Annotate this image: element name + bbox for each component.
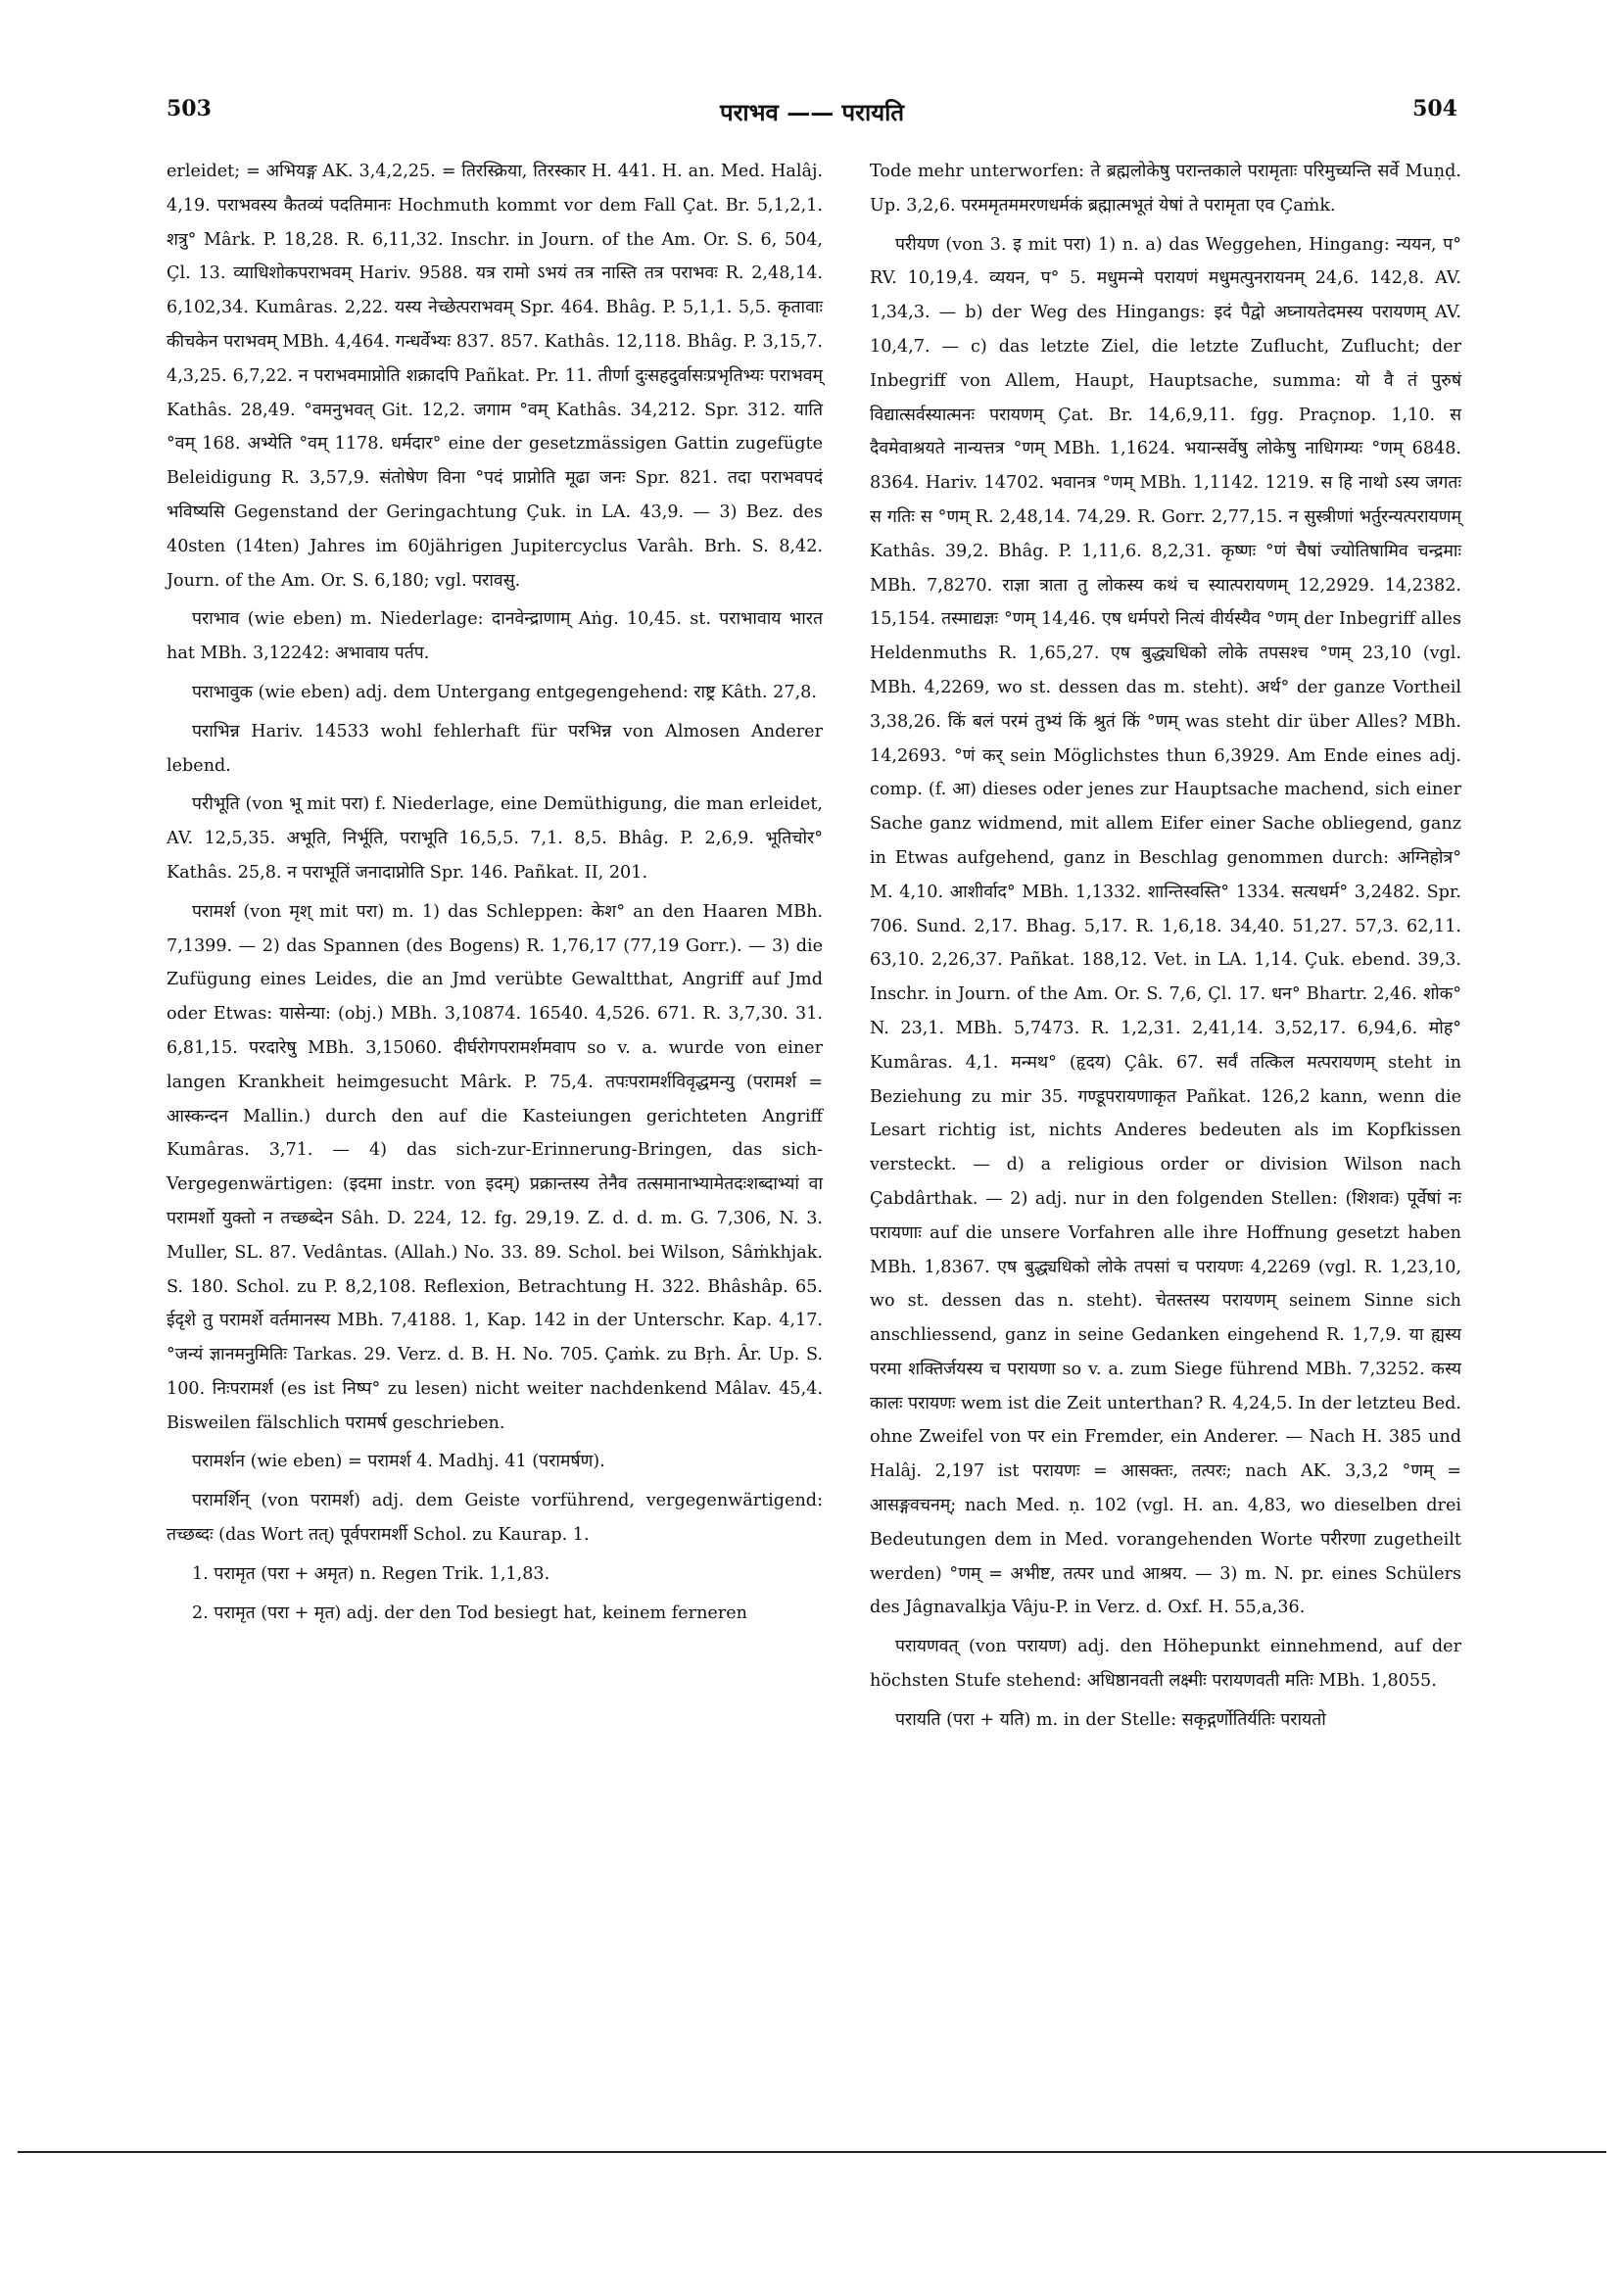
page-number-left: 503	[167, 96, 212, 121]
entry-paragraph: 1. परामृत (परा + अमृत) n. Regen Trik. 1,1,83.	[192, 1563, 550, 1584]
entry-paragraph: 2. परामृत (परा + मृत) adj. der den Tod besiegt hat, keinem ferneren	[192, 1602, 747, 1623]
entry-paragraph: पराभाव (wie eben) m. Niederlage: दानवेन्द्राणाम् Aṅg. 10,45. st. पराभावाय भारत hat MBh. 3,12242: अभावाय पर्तप.	[167, 609, 823, 664]
entry-paragraph: पराभिन्न Hariv. 14533 wohl fehlerhaft für परभिन्न von Almosen Anderer lebend.	[167, 721, 823, 776]
entry-paragraph: erleidet; = अभियङ्ग AK. 3,4,2,25. = तिरस्क्रिया, तिरस्कार H. 441. H. an. Med. Halâj. 4,19. पराभवस्य कैतव्यं पदतिमानः Hochmuth kommt vor dem Fall Çat. Br. 5,1,2,1. शत्रु° Mârk. P. 18,28. R. 6,11,32. Inschr. in Journ. of the Am. Or. S. 6, 504, Çl. 13. व्याधिशोकपराभवम् Hariv. 9588. यत्र रामो ऽभयं तत्र नास्ति तत्र पराभवः R. 2,48,14. 6,102,34. Kumâras. 2,22. यस्य नेच्छेत्पराभवम् Spr. 464. Bhâg. P. 5,1,1. 5,5. कृतावाः कीचकेन पराभवम् MBh. 4,464. गन्धर्वेभ्यः 837. 857. Kathâs. 12,118. Bhâg. P. 3,15,7. 4,3,25. 6,7,22. न पराभवमाप्नोति शक्रादपि Pañkat. Pr. 11. तीर्णा दुःसहदुर्वासःप्रभृतिभ्यः पराभवम् Kathâs. 28,49. °वमनुभवत् Git. 12,2. जगाम °वम् Kathâs. 34,212. Spr. 312. याति °वम् 168. अभ्येति °वम् 1178. धर्मदार° eine der gesetzmässigen Gattin zugefügte Beleidigung R. 3,57,9. संतोषेण विना °पदं प्राप्नोति मूढा जनः Spr. 821. तदा पराभवपदं भविष्यसि Gegenstand der Geringachtung Çuk. in LA. 43,9. — 3) Bez. des 40sten (14ten) Jahres im 60jährigen Jupitercyclus Varâh. Brh. S. 8,42. Journ. of the Am. Or. S. 6,180; vgl. परावसु.	[167, 162, 823, 591]
entry-paragraph: परामर्शिन् (von परामर्श) adj. dem Geiste vorführend, vergegenwärtigend: तच्छब्दः (das Wort तत्) पूर्वपरामर्शी Schol. zu Kaurap. 1.	[167, 1491, 823, 1546]
entry-paragraph: परायणवत् (von परायण) adj. den Höhepunkt einnehmend, auf der höchsten Stufe stehend: अधिष्ठानवती लक्ष्मीः परायणवती मतिः MBh. 1,8055.	[870, 1637, 1461, 1692]
entry-paragraph: पराभावुक (wie eben) adj. dem Untergang entgegengehend: राष्ट्र Kâth. 27,8.	[192, 682, 817, 702]
entry-paragraph: परायति (परा + यति) m. in der Stelle: सकृद्गर्णोतिर्यतिः परायतो	[895, 1709, 1326, 1730]
entry-paragraph: परामर्श (von मृश् mit परा) m. 1) das Schleppen: केश° an den Haaren MBh. 7,1399. — 2) das Spannen (des Bogens) R. 1,76,17 (77,19 Gorr.). — 3) die Zufügung eines Leides, die an Jmd verübte Gewaltthat, Angriff auf Jmd oder Etwas: यासेन्या: (obj.) MBh. 3,10874. 16540. 4,526. 671. R. 3,7,30. 31. 6,81,15. परदारेषु MBh. 3,15060. दीर्घरोगपरामर्शमवाप so v. a. wurde von einer langen Krankheit heimgesucht Mârk. P. 75,4. तपःपरामर्शविवृद्धमन्यु (परामर्श = आस्कन्दन Mallin.) durch den auf die Kasteiungen gerichteten Angriff Kumâras. 3,71. — 4) das sich-zur-Erinnerung-Bringen, das sich-Vergegenwärtigen: (इदमा instr. von इदम्) प्रक्रान्तस्य तेनैव तत्समानाभ्यामेतदःशब्दाभ्यां वा परामर्शो युक्तो न तच्छब्देन Sâh. D. 224, 12. fg. 29,19. Z. d. d. m. G. 7,306, N. 3. Muller, SL. 87. Vedântas. (Allah.) No. 33. 89. Schol. bei Wilson, Sâṁkhjak. S. 180. Schol. zu P. 8,2,108. Reflexion, Betrachtung H. 322. Bhâshâp. 65. ईदृशे तु परामर्शे वर्तमानस्य MBh. 7,4188. 1, Kap. 142 in der Unterschr. Kap. 4,17. °जन्यं ज्ञानमनुमितिः Tarkas. 29. Verz. d. B. H. No. 705. Çaṁk. zu Bṛh. Âr. Up. S. 100. निःपरामर्श (es ist निष्प° zu lesen) nicht weiter nachdenkend Mâlav. 45,4. Bisweilen fälschlich परामर्ष geschrieben.	[167, 901, 823, 1433]
entry-paragraph: परीयण (von 3. इ mit परा) 1) n. a) das Weggehen, Hingang: न्ययन, प° RV. 10,19,4. व्ययन, प° 5. मधुमन्मे परायणं मधुमत्पुनरायनम् 24,6. 142,8. AV. 1,34,3. — b) der Weg des Hingangs: इदं पैद्वो अघ्नायतेदमस्य परायणम् AV. 10,4,7. — c) das letzte Ziel, die letzte Zuflucht, Zuflucht; der Inbegriff von Allem, Haupt, Hauptsache, summa: यो वै तं पुरुषं विद्यात्सर्वस्यात्मनः परायणम् Çat. Br. 14,6,9,11. fgg. Praçnop. 1,10. स दैवमेवाश्रयते नान्यत्तत्र °णम् MBh. 1,1624. भयान्सर्वेषु लोकेषु नाधिगम्यः °णम् 6848. 8364. Hariv. 14702. भवानत्र °णम् MBh. 1,1142. 1219. स हि नाथो ऽस्य जगतः स गतिः स °णम् R. 2,48,14. 74,29. R. Gorr. 2,77,15. न सुस्त्रीणां भर्तुरन्यत्परायणम् Kathâs. 39,2. Bhâg. P. 1,11,6. 8,2,31. कृष्णः °णं चैषां ज्योतिषामिव चन्द्रमाः MBh. 7,8270. राज्ञा त्राता तु लोकस्य कथं च स्यात्परायणम् 12,2929. 14,2382. 15,154. तस्माद्यज्ञः °णम् 14,46. एष धर्मपरो नित्यं वीर्यस्यैव °णम् der Inbegriff alles Heldenmuths R. 1,65,27. एष बुद्ध्यधिको लोके तपसश्च °णम् 23,10 (vgl. MBh. 4,2269, wo st. dessen das m. steht). अर्थ° der ganze Vortheil 3,38,26. किं बलं परमं तुभ्यं किं श्रुतं किं °णम् was steht dir über Alles? MBh. 14,2693. °णं कर् sein Möglichstes thun 6,3929. Am Ende eines adj. comp. (f. आ) dieses oder jenes zur Hauptsache machend, sich einer Sache ganz widmend, mit allem Eifer einer Sache obliegend, ganz in Etwas aufgehend, ganz in Beschlag genommen durch: अग्निहोत्र° M. 4,10. आशीर्वाद° MBh. 1,1332. शान्तिस्वस्ति° 1334. सत्यधर्म° 3,2482. Spr. 706. Sund. 2,17. Bhag. 5,17. R. 1,6,18. 34,40. 51,27. 57,3. 62,11. 63,10. 2,26,37. Pañkat. 188,12. Vet. in LA. 1,14. Çuk. ebend. 39,3. Inschr. in Journ. of the Am. Or. S. 7,6, Çl. 17. धन° Bhartr. 2,46. शोक° N. 23,1. MBh. 5,7473. R. 1,2,31. 2,41,14. 3,52,17. 6,94,6. मोह° Kumâras. 4,1. मन्मथ° (हृदय) Çâk. 67. सर्वं तत्किल मत्परायणम् steht in Beziehung zu mir 35. गण्डूपरायणाकृत Pañkat. 126,2 kann, wenn die Lesart richtig ist, nichts Anderes bedeuten als im Kopfkissen versteckt. — d) a religious order or division Wilson nach Çabdârthak. — 2) adj. nur in den folgenden Stellen: (शिशवः) पूर्वेषां नः परायणाः auf die unsere Vorfahren alle ihre Hoffnung gesetzt haben MBh. 1,8367. एष बुद्ध्यधिको लोके तपसां च परायणः 4,2269 (vgl. R. 1,23,10, wo st. dessen das n. steht). चेतस्तस्य परायणम् seinem Sinne sich anschliessend, ganz in seine Gedanken eingehend R. 1,7,9. या ह्यस्य परमा शक्तिर्जयस्य च परायणा so v. a. zum Siege führend MBh. 7,3252. कस्य कालः परायणः wem ist die Zeit unterthan? R. 4,24,5. In der letzteu Bed. ohne Zweifel von पर ein Fremder, ein Anderer. — Nach H. 385 und Halâj. 2,197 ist परायणः = आसक्तः, तत्परः; nach AK. 3,3,2 °णम् = आसङ्गवचनम्; nach Med. ṇ. 102 (vgl. H. an. 4,83, wo dieselben drei Bedeutungen dem in Med. vorangehenden Worte परीरणा zugetheilt werden) °णम् = अभीष्ट, तत्पर und आश्रय. — 3) m. N. pr. eines Schülers des Jâgnavalkja Vâju-P. in Verz. d. Oxf. H. 55,a,36.	[870, 234, 1461, 1618]
running-title: पराभव —— परायति	[719, 98, 905, 126]
entry-paragraph: परामर्शन (wie eben) = परामर्श 4. Madhj. 41 (परामर्षण).	[192, 1452, 605, 1472]
entry-paragraph: परीभूति (von भू mit परा) f. Niederlage, eine Demüthigung, die man erleidet, AV. 12,5,35. अभूति, निर्भूति, पराभूति 16,5,5. 7,1. 8,5. Bhâg. P. 2,6,9. भूतिचोर° Kathâs. 25,8. न पराभूतिं जनादाप्नोति Spr. 146. Pañkat. II, 201.	[167, 794, 823, 883]
right-column	[870, 155, 1461, 1743]
page-header	[167, 96, 1457, 135]
left-column	[167, 155, 823, 1635]
page-number-right: 504	[1412, 96, 1457, 121]
footer-rule	[18, 2151, 1606, 2153]
entry-paragraph: Tode mehr unterworfen: ते ब्रह्मलोकेषु परान्तकाले परामृताः परिमुच्यन्ति सर्वे Muṇḍ. Up. 3,2,6. परममृतममरणधर्मकं ब्रह्मात्मभूतं येषां ते परामृता एव Çaṁk.	[870, 162, 1461, 215]
